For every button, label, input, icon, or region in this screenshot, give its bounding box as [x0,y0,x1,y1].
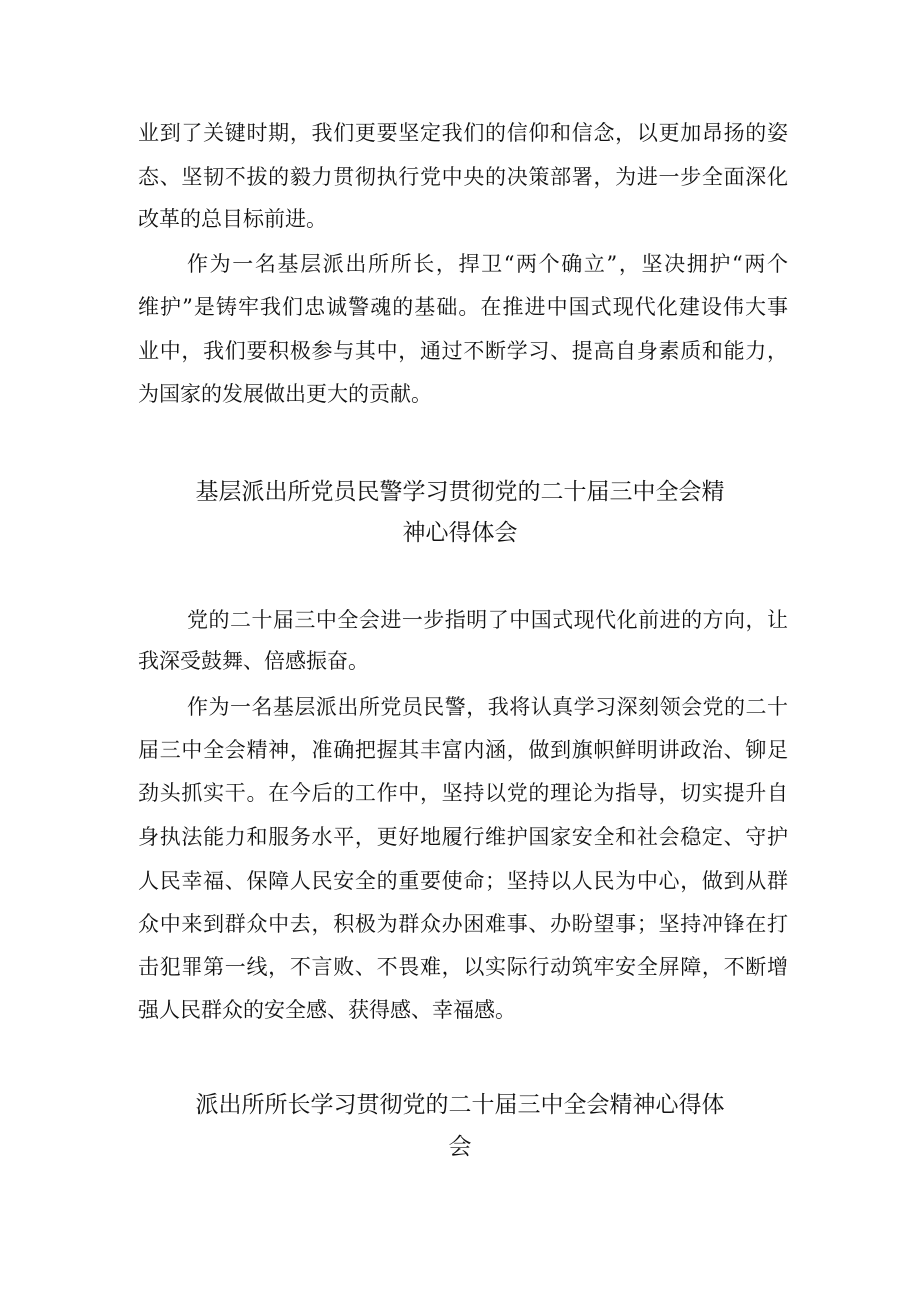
paragraph-line: 党的二十届三中全会进一步指明了中国式现代化前进的方向，让 [187,608,788,632]
paragraph-line: 态、坚韧不拔的毅力贯彻执行党中央的决策部署，为进一步全面深化 [138,165,788,189]
section-title: 基层派出所党员民警学习贯彻党的二十届三中全会精 [195,479,725,505]
paragraph-line: 作为一名基层派出所所长，捍卫“两个确立”，坚决拥护“两个 [187,252,788,276]
paragraph-line: 作为一名基层派出所党员民警，我将认真学习深刻领会党的二十 [187,695,788,719]
paragraph-line: 我深受鼓舞、倍感振奋。 [138,649,369,673]
paragraph-line: 劲头抓实干。在今后的工作中，坚持以党的理论为指导，切实提升自 [138,781,788,805]
paragraph-line: 维护”是铸牢我们忠诚警魂的基础。在推进中国式现代化建设伟大事 [138,295,788,319]
paragraph-line: 届三中全会精神，准确把握其丰富内涵，做到旗帜鲜明讲政治、铆足 [138,738,788,762]
section-title: 神心得体会 [402,520,518,546]
paragraph-line: 身执法能力和服务水平，更好地履行维护国家安全和社会稳定、守护 [138,825,788,849]
paragraph-line: 人民幸福、保障人民安全的重要使命；坚持以人民为中心，做到从群 [138,869,788,893]
paragraph-line: 强人民群众的安全感、获得感、幸福感。 [138,998,516,1022]
paragraph-line: 改革的总目标前进。 [138,207,327,231]
paragraph-line: 击犯罪第一线，不言败、不畏难，以实际行动筑牢安全屏障，不断增 [138,955,788,979]
paragraph-line: 众中来到群众中去，积极为群众办困难事、办盼望事；坚持冲锋在打 [138,912,788,936]
section-title: 派出所所长学习贯彻党的二十届三中全会精神心得体 [195,1092,725,1118]
section-title: 会 [448,1134,472,1160]
paragraph-line: 为国家的发展做出更大的贡献。 [138,382,432,406]
paragraph-line: 业中，我们要积极参与其中，通过不断学习、提高自身素质和能力， [138,339,788,363]
paragraph-line: 业到了关键时期，我们更要坚定我们的信仰和信念，以更加昂扬的姿 [138,121,788,145]
